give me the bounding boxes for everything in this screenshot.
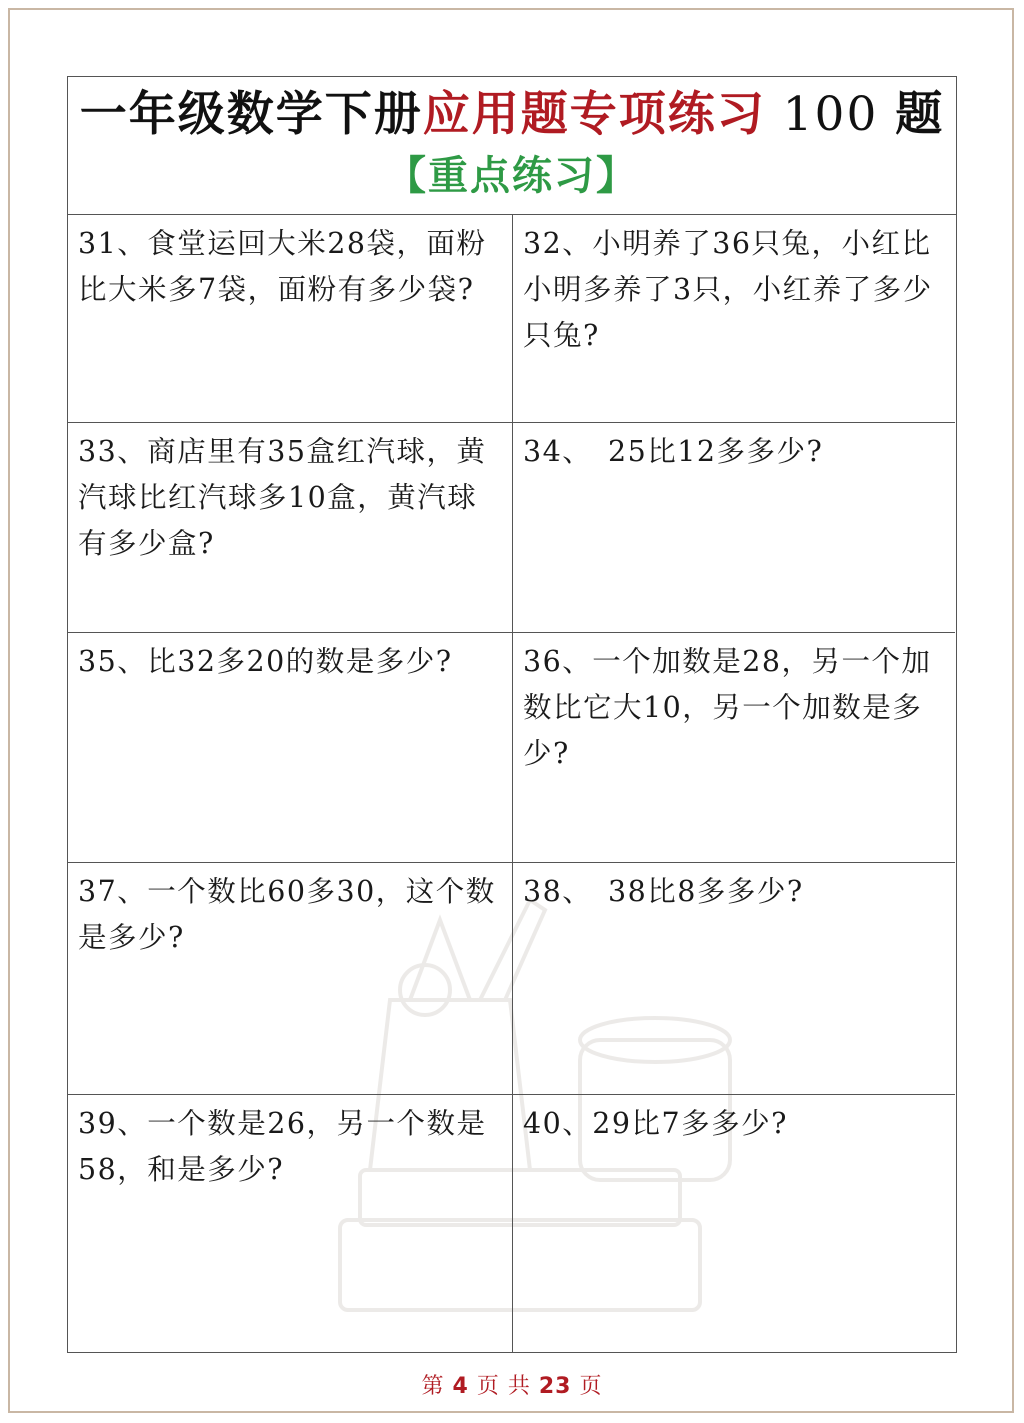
question-cell: 35、比32多20的数是多少?	[68, 633, 513, 863]
question-cell: 39、一个数是26，另一个数是58，和是多少?	[68, 1095, 513, 1352]
footer-middle: 页 共	[476, 1374, 531, 1399]
question-cell: 33、商店里有35盒红汽球，黄汽球比红汽球多10盒，黄汽球有多少盒?	[68, 423, 513, 633]
total-page-count: 23	[538, 1374, 572, 1399]
title-part-grade: 一年级数学下册	[79, 87, 423, 142]
question-cell: 36、一个加数是28，另一个加数比它大10，另一个加数是多少?	[513, 633, 955, 863]
question-cell: 40、29比7多多少?	[523, 1107, 788, 1140]
question-cell: 37、一个数比60多30，这个数是多少?	[68, 863, 513, 1095]
worksheet-header	[68, 77, 956, 215]
question-cell: 31、食堂运回大米28袋，面粉比大米多7袋，面粉有多少袋?	[68, 215, 513, 423]
question-cell: 32、小明养了36只兔，小红比小明多养了3只，小红养了多少只兔?	[513, 215, 955, 423]
question-cell: 38、 38比8多多少?	[513, 863, 955, 1095]
question-cell: 34、 25比12多多少?	[513, 423, 955, 633]
page-title	[68, 77, 956, 147]
footer-suffix: 页	[579, 1374, 603, 1399]
page-subtitle: 【重点练习】	[386, 153, 638, 199]
title-part-suffix: 题	[895, 87, 945, 142]
title-part-count: 100	[765, 87, 896, 142]
question-grid	[68, 215, 956, 1352]
footer-prefix: 第	[421, 1374, 445, 1399]
page-footer	[0, 1369, 1024, 1400]
current-page-number: 4	[452, 1374, 469, 1399]
worksheet	[67, 76, 957, 1353]
title-part-topic: 应用题专项练习	[422, 87, 766, 142]
